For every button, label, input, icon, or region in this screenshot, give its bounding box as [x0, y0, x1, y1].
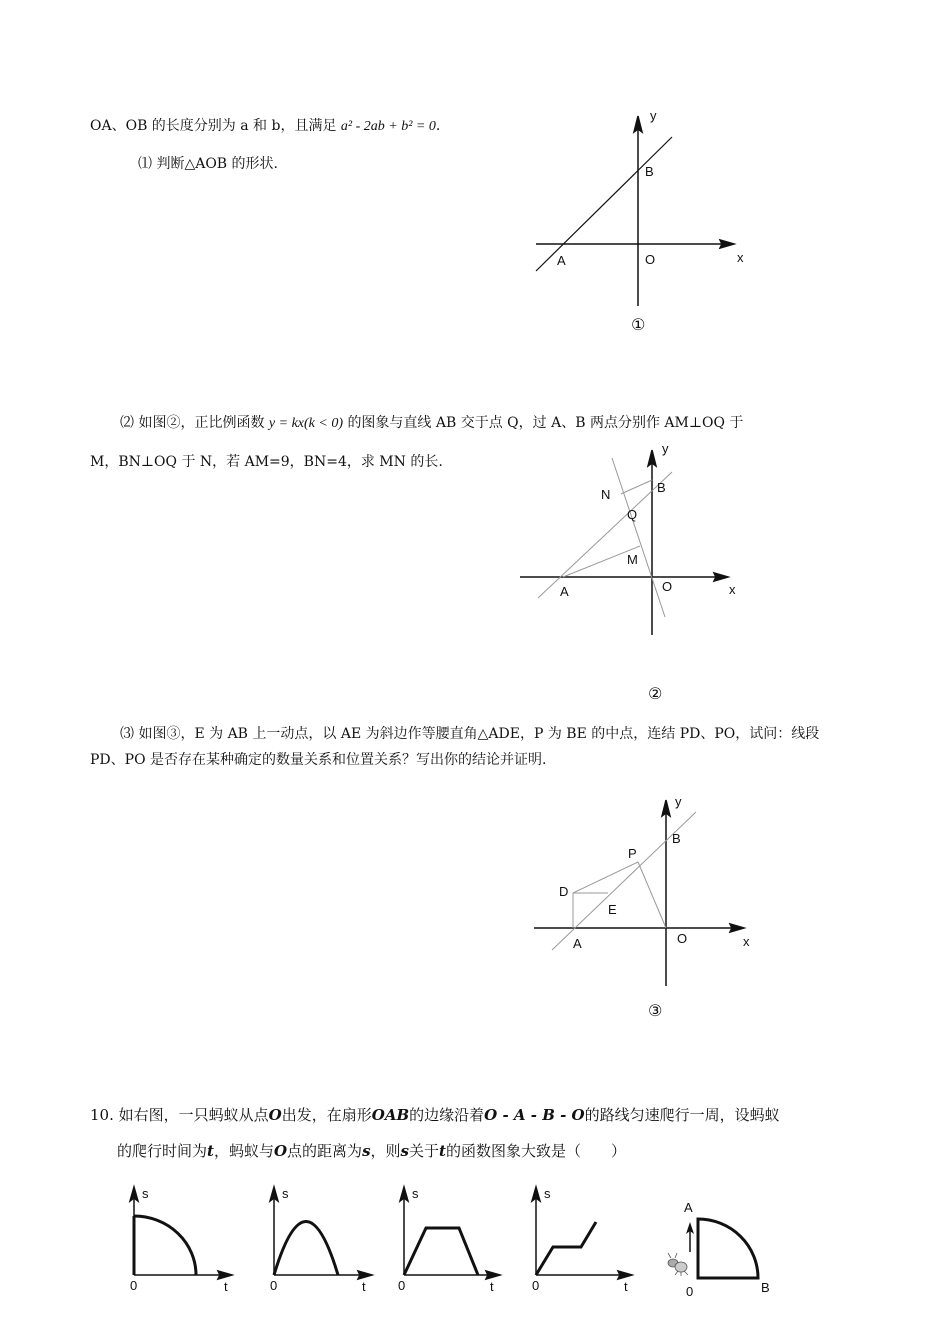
q2-formula: y = kx(k < 0) [268, 416, 343, 431]
graph-b [270, 1186, 372, 1294]
fig1-label-b: B [645, 164, 654, 179]
graph-d-t-label: t [624, 1279, 628, 1294]
fig1-label-y: y [650, 108, 657, 123]
condition-formula: a² - 2ab + b² = 0 [340, 119, 436, 134]
fig2-label-q: Q [627, 507, 638, 522]
question-3-line-1: ⑶ 如图③，E 为 AB 上一动点，以 AE 为斜边作等腰直角△ADE，P 为 BE 的中点，连结 PD、PO，试问：线段 [120, 726, 820, 742]
question-1: ⑴ 判断△AOB 的形状. [138, 156, 278, 172]
fig2-label-n: N [601, 487, 611, 502]
fig2-label-o: O [662, 579, 673, 594]
graph-b-curve [274, 1222, 338, 1276]
q10-point-o: O [268, 1106, 282, 1124]
q10-text: 的路线匀速爬行一周，设蚂蚁 [584, 1106, 780, 1124]
intro-text-b: . [435, 118, 441, 134]
q10-var-t: t [439, 1142, 446, 1160]
fig1-number: ① [631, 315, 646, 334]
q10-text: ，则 [370, 1142, 401, 1160]
graph-c-curve [404, 1228, 478, 1275]
graph-a-curve [134, 1216, 196, 1275]
q10-text: 如右图，一只蚂蚁从点 [118, 1106, 269, 1124]
q10-point-o: O [273, 1142, 288, 1160]
q10-number: 10. [90, 1106, 114, 1124]
fig3-label-a: A [573, 936, 582, 951]
fig3-label-o: O [677, 931, 688, 946]
fig2-label-y: y [662, 441, 669, 456]
fig1-label-o: O [645, 252, 656, 267]
sector-label-b: B [761, 1280, 770, 1295]
q10-var-s: s [400, 1142, 409, 1160]
graph-c-origin: 0 [398, 1278, 406, 1293]
graph-d-s-label: s [544, 1186, 551, 1201]
intro-text-a: OA、OB 的长度分别为 a 和 b，且满足 [90, 118, 337, 134]
graph-d-origin: 0 [532, 1278, 540, 1293]
fig2-label-b: B [657, 480, 666, 495]
graph-b-origin: 0 [270, 1278, 278, 1293]
fig3-label-b: B [672, 831, 681, 846]
q10-var-s: s [362, 1142, 371, 1160]
q10-text: 的爬行时间为 [117, 1142, 208, 1160]
graph-a-s-label: s [142, 1186, 149, 1201]
fig2-number: ② [648, 684, 663, 703]
q10-text: 的函数图象大致是（ ） [445, 1142, 626, 1160]
fig2-label-a: A [560, 584, 569, 599]
fig1-label-x: x [737, 250, 744, 265]
graph-d [532, 1186, 632, 1294]
sector-label-a: A [684, 1200, 693, 1215]
fig2-label-x: x [729, 582, 736, 597]
fig1-label-a: A [557, 253, 566, 268]
graph-c [398, 1186, 500, 1294]
fig3-label-e: E [608, 902, 617, 917]
question-3-line-2: PD、PO 是否存在某种确定的数量关系和位置关系？写出你的结论并证明. [90, 752, 547, 768]
fig3-label-d: D [559, 884, 569, 899]
graph-a-origin: 0 [130, 1278, 138, 1293]
graph-a [130, 1186, 232, 1294]
fig2-label-m: M [627, 552, 638, 567]
q10-text: 的边缘沿着 [409, 1106, 485, 1124]
graph-d-curve [536, 1222, 596, 1275]
q10-text: ，蚂蚁与 [213, 1142, 274, 1160]
q2-text-a: ⑵ 如图②，正比例函数 [120, 415, 265, 431]
q10-path: O - A - B - O [484, 1106, 585, 1124]
q2-text-b: 的图象与直线 AB 交于点 Q，过 A、B 两点分别作 AM⊥OQ 于 [347, 415, 744, 431]
fig3-number: ③ [648, 1001, 663, 1020]
graph-c-s-label: s [412, 1186, 419, 1201]
sector-figure [668, 1200, 770, 1299]
fig3-label-y: y [675, 794, 682, 809]
q10-text: 点的距离为 [287, 1142, 363, 1160]
q10-text: 出发，在扇形 [281, 1106, 372, 1124]
q10-var-t: t [207, 1142, 214, 1160]
fig3-label-x: x [743, 934, 750, 949]
q10-sector-oab: OAB [371, 1106, 410, 1124]
q10-text: 关于 [408, 1142, 439, 1160]
graph-b-t-label: t [362, 1279, 366, 1294]
sector-label-o: 0 [686, 1284, 694, 1299]
sector-oab [698, 1219, 758, 1278]
graph-b-s-label: s [282, 1186, 289, 1201]
graph-a-t-label: t [224, 1279, 228, 1294]
graph-c-t-label: t [490, 1279, 494, 1294]
fig3-label-p: P [628, 846, 637, 861]
ant-icon [668, 1253, 688, 1276]
question-2-line-2: M，BN⊥OQ 于 N，若 AM=9，BN=4，求 MN 的长. [90, 454, 443, 470]
